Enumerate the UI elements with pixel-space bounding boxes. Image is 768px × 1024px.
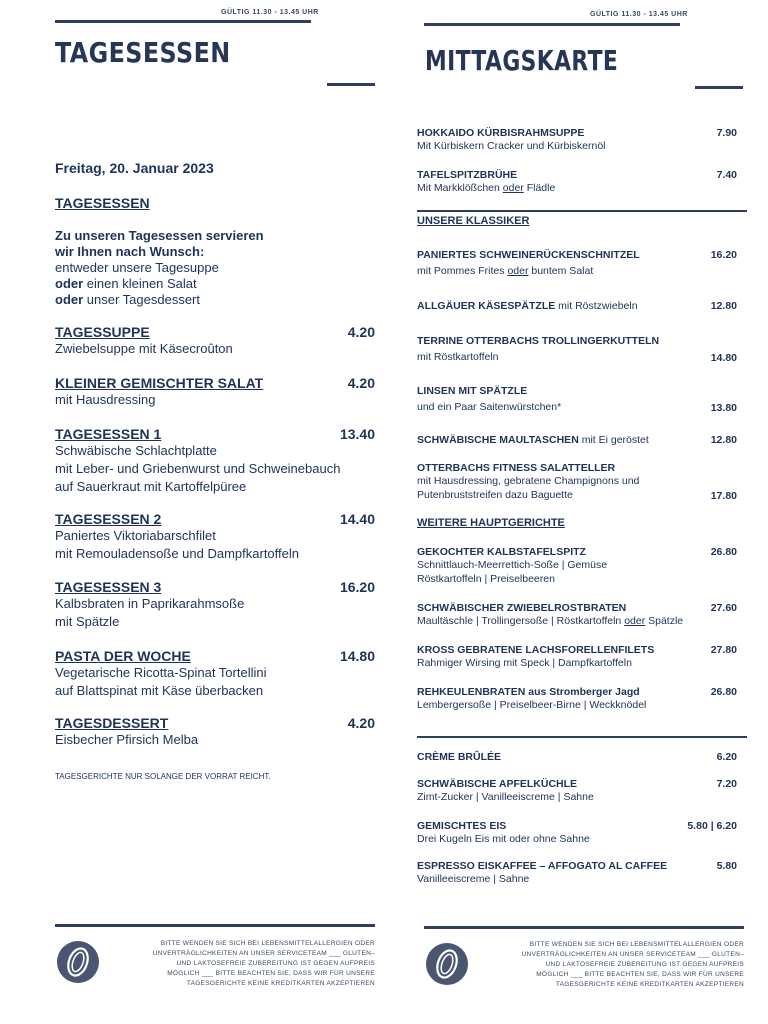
item-title: TAGESESSEN 1 bbox=[55, 426, 162, 442]
item-price: 4.20 bbox=[347, 324, 375, 340]
item-title: TAFELSPITZBRÜHE bbox=[417, 169, 518, 181]
right-page bbox=[384, 0, 768, 1024]
item-price: 27.80 bbox=[710, 644, 737, 656]
item-desc: auf Blattspinat mit Käse überbacken bbox=[55, 683, 264, 698]
footer-line: TAGESGERICHTE KEINE KREDITKARTEN AKZEPTIEREN bbox=[555, 981, 744, 988]
menu-item bbox=[417, 434, 737, 446]
item-desc: Drei Kugeln Eis mit oder ohne Sahne bbox=[417, 833, 590, 845]
item-price: 4.20 bbox=[347, 375, 375, 391]
footer-line: UNVERTRÄGLICHKEITEN AN UNSER SERVICETEAM ___ GLUTEN– bbox=[521, 951, 744, 958]
section-rule bbox=[417, 736, 747, 738]
menu-item bbox=[55, 579, 375, 631]
item-title: TAGESDESSERT bbox=[55, 715, 169, 731]
item-desc: mit Leber- und Griebenwurst und Schweinebauch bbox=[55, 461, 341, 476]
top-rule bbox=[424, 23, 680, 26]
footer-line: MÖGLICH ___ BITTE BEACHTEN SIE, DASS WIR FÜR UNSERE bbox=[536, 971, 744, 978]
item-price: 12.80 bbox=[710, 300, 737, 312]
item-desc: Mit Markklößchen oder Flädle bbox=[417, 182, 556, 194]
footer-line: BITTE WENDEN SIE SICH BEI LEBENSMITTELALLERGIEN ODER bbox=[160, 940, 375, 947]
item-title: KLEINER GEMISCHTER SALAT bbox=[55, 375, 264, 391]
item-desc: Maultäschle | Trollingersoße | Röstkartoffeln oder Spätzle bbox=[417, 615, 684, 627]
intro-text bbox=[55, 228, 355, 308]
item-price: 6.20 bbox=[716, 751, 737, 763]
item-desc: Vegetarische Ricotta-Spinat Tortellini bbox=[55, 665, 267, 680]
menu-item bbox=[417, 546, 737, 586]
item-title: PASTA DER WOCHE bbox=[55, 648, 191, 664]
menu-item bbox=[417, 644, 737, 670]
item-price: 4.20 bbox=[347, 715, 375, 731]
item-title: TAGESESSEN 2 bbox=[55, 511, 162, 527]
footer-rule bbox=[55, 924, 375, 927]
intro-line: entweder unsere Tagesuppe bbox=[55, 260, 219, 275]
item-price: 16.20 bbox=[339, 579, 375, 595]
item-price: 14.40 bbox=[339, 511, 375, 527]
item-price: 13.80 bbox=[710, 402, 737, 414]
item-title: HOKKAIDO KÜRBISRAHMSUPPE bbox=[417, 127, 585, 139]
allergy-notice bbox=[115, 939, 375, 989]
item-desc: mit Pommes Frites oder buntem Salat bbox=[417, 265, 594, 277]
footer-line: UND LAKTOSEFREIE ZUBEREITUNG IST GEGEN AUFPREIS bbox=[545, 961, 744, 968]
section-heading: UNSERE KLASSIKER bbox=[417, 215, 530, 227]
item-desc: Putenbruststreifen dazu Baguette bbox=[417, 489, 573, 501]
item-title: KROSS GEBRATENE LACHSFORELLENFILETS bbox=[417, 644, 655, 656]
item-desc: auf Sauerkraut mit Kartoffelpüree bbox=[55, 479, 247, 494]
item-desc: Schnittlauch-Meerrettich-Soße | Gemüse bbox=[417, 559, 608, 571]
item-price: 7.20 bbox=[716, 778, 737, 790]
item-desc: Eisbecher Pfirsich Melba bbox=[55, 732, 199, 747]
item-title: CRÈME BRÛLÉE bbox=[417, 751, 502, 763]
section-heading: WEITERE HAUPTGERICHTE bbox=[417, 517, 565, 529]
item-desc: und ein Paar Saitenwürstchen* bbox=[417, 401, 562, 413]
item-desc: Vanilleeiscreme | Sahne bbox=[417, 873, 530, 885]
item-desc: Röstkartoffeln | Preiselbeeren bbox=[417, 573, 555, 585]
validity-note: GÜLTIG 11.30 - 13.45 UHR bbox=[590, 11, 688, 18]
item-title: SCHWÄBISCHE APFELKÜCHLE bbox=[417, 778, 578, 790]
item-title: TAGESESSEN 3 bbox=[55, 579, 162, 595]
item-price: 5.80 bbox=[716, 860, 737, 872]
item-title: GEMISCHTES EIS bbox=[417, 820, 507, 832]
title-rule bbox=[695, 86, 743, 89]
menu-item bbox=[55, 375, 375, 409]
item-title: ESPRESSO EISKAFFEE – AFFOGATO AL CAFFEE bbox=[417, 860, 668, 872]
intro-line: wir Ihnen nach Wunsch: bbox=[55, 244, 205, 259]
item-desc: Schwäbische Schlachtplatte bbox=[55, 443, 217, 458]
item-title: TERRINE OTTERBACHS TROLLINGERKUTTELN bbox=[417, 335, 660, 347]
stock-note: TAGESGERICHTE NUR SOLANGE DER VORRAT REICHT. bbox=[55, 772, 271, 781]
item-price: 5.80 | 6.20 bbox=[687, 820, 737, 832]
item-price: 16.20 bbox=[710, 249, 737, 261]
item-desc: Rahmiger Wirsing mit Speck | Dampfkartoffeln bbox=[417, 657, 632, 669]
date-line: Freitag, 20. Januar 2023 bbox=[55, 160, 214, 176]
item-desc: Kalbsbraten in Paprikarahmsoße bbox=[55, 596, 245, 611]
item-price: 12.80 bbox=[710, 434, 737, 446]
item-title: OTTERBACHS FITNESS SALATTELLER bbox=[417, 462, 616, 474]
item-desc: mit Hausdressing bbox=[55, 392, 156, 407]
item-price: 27.60 bbox=[710, 602, 737, 614]
footer-rule bbox=[424, 926, 744, 929]
menu-item bbox=[55, 648, 375, 700]
menu-item bbox=[417, 686, 737, 712]
menu-item bbox=[417, 602, 737, 628]
item-title: GEKOCHTER KALBSTAFELSPITZ bbox=[417, 546, 586, 558]
item-desc: Zimt-Zucker | Vanilleeiscreme | Sahne bbox=[417, 791, 594, 803]
menu-item bbox=[55, 511, 375, 563]
menu-item bbox=[55, 426, 375, 496]
item-price: 7.90 bbox=[716, 127, 737, 139]
intro-line: oder einen kleinen Salat bbox=[55, 276, 197, 291]
item-title: LINSEN MIT SPÄTZLE bbox=[417, 385, 528, 397]
item-desc: mit Remouladensoße und Dampfkartoffeln bbox=[55, 546, 299, 561]
item-title: SCHWÄBISCHE MAULTASCHEN mit Ei geröstet bbox=[417, 434, 649, 446]
menu-item bbox=[417, 169, 737, 195]
item-title: REHKEULENBRATEN aus Stromberger Jagd bbox=[417, 686, 640, 698]
item-desc: Lembergersoße | Preiselbeer-Birne | Weckknödel bbox=[417, 699, 647, 711]
item-price: 26.80 bbox=[710, 686, 737, 698]
item-price: 13.40 bbox=[339, 426, 375, 442]
restaurant-logo-icon bbox=[57, 941, 99, 983]
menu-item bbox=[417, 751, 737, 763]
item-desc: mit Röstkartoffeln bbox=[417, 351, 499, 363]
footer-line: TAGESGERICHTE KEINE KREDITKARTEN AKZEPTIEREN bbox=[186, 980, 375, 987]
intro-line: Zu unseren Tagesessen servieren bbox=[55, 228, 264, 243]
item-price: 14.80 bbox=[710, 352, 737, 364]
footer-line: MÖGLICH ___ BITTE BEACHTEN SIE, DASS WIR FÜR UNSERE bbox=[167, 970, 375, 977]
item-title: TAGESSUPPE bbox=[55, 324, 150, 340]
footer-line: BITTE WENDEN SIE SICH BEI LEBENSMITTELALLERGIEN ODER bbox=[529, 941, 744, 948]
footer-line: UNVERTRÄGLICHKEITEN AN UNSER SERVICETEAM ___ GLUTEN– bbox=[152, 950, 375, 957]
item-title: PANIERTES SCHWEINERÜCKENSCHNITZEL bbox=[417, 249, 640, 261]
section-rule bbox=[417, 210, 747, 212]
item-price: 26.80 bbox=[710, 546, 737, 558]
menu-item bbox=[417, 820, 737, 846]
menu-item bbox=[55, 324, 375, 358]
item-desc: Mit Kürbiskern Cracker und Kürbiskernöl bbox=[417, 140, 606, 152]
menu-item bbox=[417, 249, 737, 278]
menu-item bbox=[417, 462, 737, 502]
menu-item bbox=[417, 335, 737, 364]
footer-line: UND LAKTOSEFREIE ZUBEREITUNG IST GEGEN AUFPREIS bbox=[176, 960, 375, 967]
menu-item bbox=[417, 385, 737, 414]
top-rule bbox=[55, 20, 311, 23]
menu-item bbox=[417, 860, 737, 886]
menu-item bbox=[417, 300, 737, 312]
item-price: 17.80 bbox=[710, 490, 737, 502]
menu-item bbox=[417, 778, 737, 804]
item-title: ALLGÄUER KÄSESPÄTZLE mit Röstzwiebeln bbox=[417, 300, 638, 312]
item-desc: mit Hausdressing, gebratene Champignons und bbox=[417, 475, 640, 487]
intro-line: oder unser Tagesdessert bbox=[55, 292, 201, 307]
validity-note: GÜLTIG 11.30 - 13.45 UHR bbox=[221, 9, 319, 16]
menu-item bbox=[55, 715, 375, 749]
item-desc: Paniertes Viktoriabarschfilet bbox=[55, 528, 216, 543]
item-price: 14.80 bbox=[339, 648, 375, 664]
menu-item bbox=[417, 127, 737, 153]
item-price: 7.40 bbox=[716, 169, 737, 181]
restaurant-logo-icon bbox=[426, 943, 468, 985]
page-title: TAGESESSEN bbox=[55, 36, 231, 69]
allergy-notice bbox=[484, 940, 744, 990]
section-heading: TAGESESSEN bbox=[55, 195, 150, 211]
title-rule bbox=[327, 83, 375, 86]
page-title: MITTAGSKARTE bbox=[425, 44, 619, 77]
item-desc: Zwiebelsuppe mit Käsecroûton bbox=[55, 341, 233, 356]
item-desc: mit Spätzle bbox=[55, 614, 120, 629]
item-title: SCHWÄBISCHER ZWIEBELROSTBRATEN bbox=[417, 602, 627, 614]
